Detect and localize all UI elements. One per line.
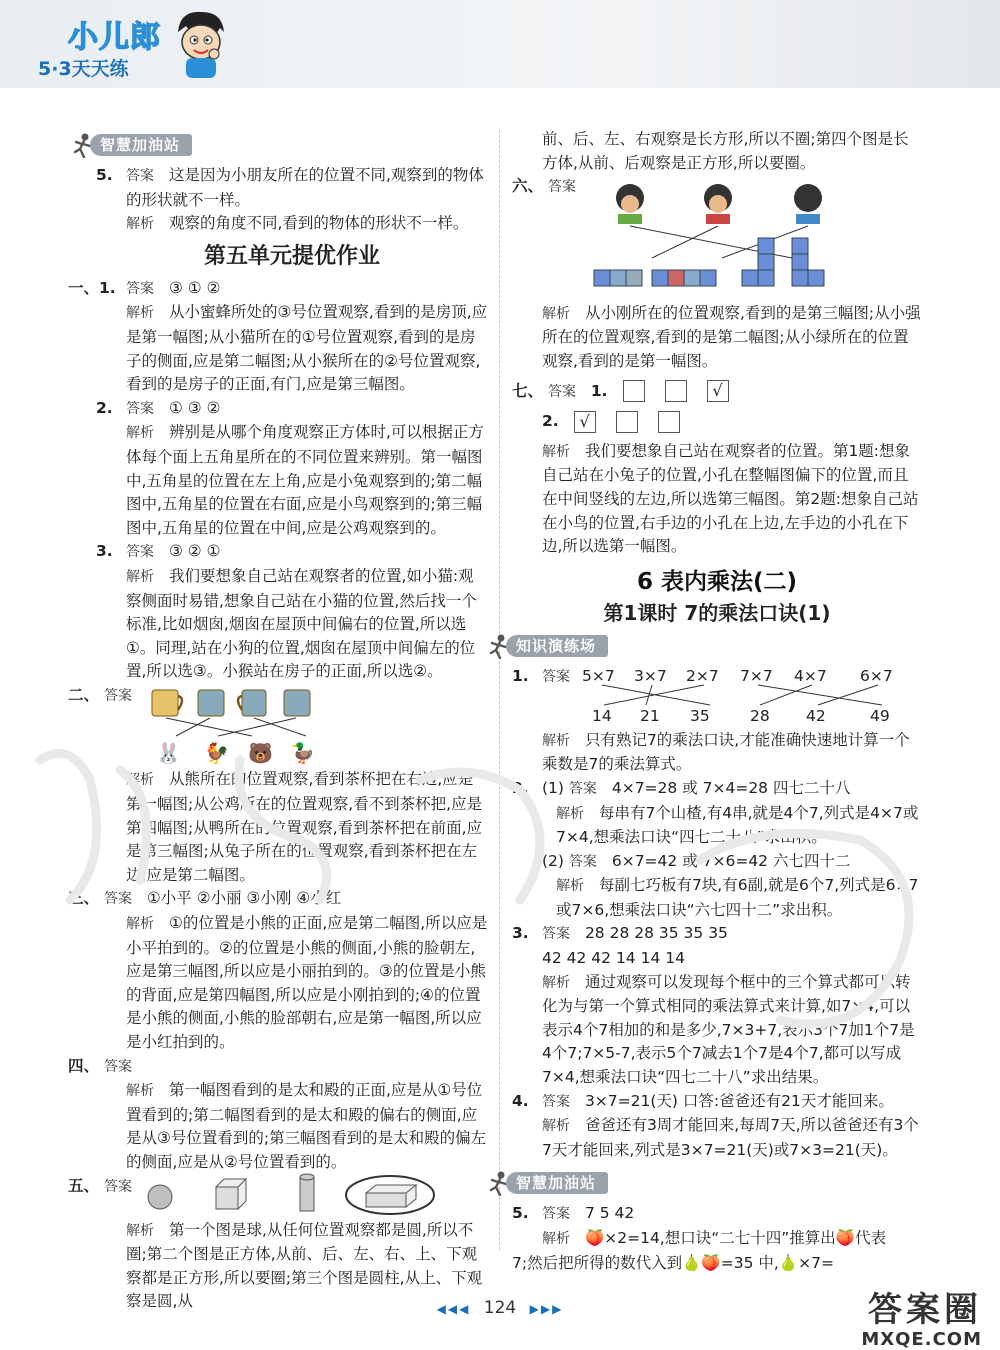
p7-number: 七、 <box>512 381 544 400</box>
explain-label: 解析 <box>126 772 154 789</box>
p1-2-number: 2. <box>96 398 113 417</box>
p7-row1-box: √ <box>707 380 729 402</box>
q1-matching-lines <box>582 683 912 707</box>
p1-2-explain-text: 辨别是从哪个角度观察正方体时,可以根据正方体每个面上五角星所在的不同位置来辨别。第一幅图中,五角星的位置在左上角,应是小兔观察到的;第二幅图中,五角星的位置在右面,应是小鸟观察到的;第三幅图中,五角星的位置在中间,应是公鸡观察到的。 <box>126 423 484 537</box>
p1-2 <box>96 397 488 422</box>
q4-explain <box>512 1114 922 1162</box>
p6-explain-text: 从小刚所在的位置观察,看到的是第三幅图;从小强所在的位置观察,看到的是第二幅图;从小绿所在的位置观察,看到的是第一幅图。 <box>542 303 921 370</box>
answer-label: 答案 <box>542 926 570 943</box>
p6 <box>512 175 922 200</box>
explain-label: 解析 <box>542 974 570 991</box>
solids-figure <box>140 1171 440 1215</box>
q5-explain-part3: 7;然后把所得的数代入到 <box>512 1253 683 1272</box>
q3-answer-line1: 28 28 28 35 35 35 <box>584 924 728 943</box>
p3 <box>68 887 488 912</box>
peach-icon: 🍑 <box>835 1229 856 1247</box>
q5-answer-text: 7 5 42 <box>584 1204 635 1223</box>
p7-explain <box>512 440 922 559</box>
p1-explain <box>96 301 488 396</box>
p1-1 <box>68 277 488 302</box>
q1-top: 7×7 <box>740 666 773 685</box>
p7-row1-number: 1. <box>590 381 608 400</box>
q5 <box>512 1202 922 1227</box>
answer-label: 答案 <box>126 168 154 184</box>
answer-label: 答案 <box>547 179 576 196</box>
p1-3-answer-text: ③ ② ① <box>168 542 221 561</box>
watermark-url: MXQE.COM <box>861 1329 982 1350</box>
q2b-answer-text: 6×7=42 或 7×6=42 六七四十二 <box>611 851 851 870</box>
explain-label: 解析 <box>542 1118 570 1135</box>
p4-number: 四、 <box>68 1056 100 1075</box>
q1-top: 5×7 <box>582 666 615 685</box>
p3-explain <box>96 912 488 1055</box>
p7-row2-box <box>616 411 638 433</box>
q2a-number: (1) <box>542 778 564 797</box>
p1-3-explain-text: 我们要想象自己站在观察者的位置,如小猫:观察侧面时易错,想象自己站在小猫的位置,然后找一个标准,比如烟囱,烟囱在屋顶中间偏右的位置,所以选①。同理,站在小狗的位置,烟囱在屋顶中间偏左的位置,所以选③。小猴站在房子的正面,所以选②。 <box>126 566 477 681</box>
lesson-title: 第1课时 7的乘法口诀(1) <box>603 600 831 625</box>
p6-number: 六、 <box>512 177 544 196</box>
explain-label: 解析 <box>126 305 154 322</box>
footer-arrows-right: ▶▶▶ <box>529 1302 564 1316</box>
svg-text:🦆: 🦆 <box>290 741 315 765</box>
brand-title: 小儿郎 <box>68 20 161 55</box>
q5-explain <box>512 1227 922 1252</box>
section-tag-label: 智慧加油站 <box>506 1172 608 1194</box>
q1-matching <box>582 665 912 729</box>
p4 <box>68 1055 488 1080</box>
answer-label: 答案 <box>542 1206 570 1223</box>
p2-explain-text: 从熊所在的位置观察,看到茶杯把在右边,应是第一幅图;从公鸡所在的位置观察,看不到茶杯把,应是第四幅图;从鸭所在的位置观察,看到茶杯把在前面,应是第三幅图;从兔子所在的位置观察,看到茶杯把在左边,应是第二幅图。 <box>126 770 483 884</box>
p7-explain-text: 我们要想象自己站在观察者的位置。第1题:想象自己站在小兔子的位置,小孔在整幅图偏下的位置,而且在中间竖线的左边,所以选第三幅图。第2题:想象自己站在小鸟的位置,右手边的小孔在上边,左手边的小孔在下边,所以选第一幅图。 <box>542 441 919 556</box>
p7-row1-box <box>623 380 645 402</box>
chapter-title: 6 表内乘法(二) <box>636 568 798 595</box>
q2a-explain <box>512 802 922 850</box>
p7-row2-box <box>658 411 680 433</box>
section-tag-wisdom-2 <box>488 1170 922 1196</box>
p7-row1-box <box>665 380 687 402</box>
q2 <box>512 777 922 802</box>
column-divider <box>499 130 500 1250</box>
p5-explain-text: 第一个图是球,从任何位置观察都是圆,所以不圈;第二个图是正方体,从前、后、左、右、上、下观察都是正方形,所以要圈;第三个图是圆柱,从上、下观察是圆,从 <box>126 1220 483 1311</box>
left-column <box>68 130 488 1314</box>
explain-label: 解析 <box>556 878 584 895</box>
q2b-explain-text: 每副七巧板有7块,有6副,就是6个7,列式是6×7或7×6,想乘法口诀“六七四十二”求出积。 <box>556 876 919 919</box>
q5-explain-part2: 代表 <box>855 1229 887 1247</box>
explain-label: 解析 <box>542 443 570 460</box>
q5-explain-text: 观察的角度不同,看到的物体的形状不一样。 <box>168 214 469 233</box>
p5 <box>68 1175 488 1219</box>
watermark-title: 答案圈 <box>868 1290 982 1330</box>
q1-bottom: 35 <box>690 706 710 725</box>
answer-label: 答案 <box>126 400 154 417</box>
q1-explain <box>512 729 922 777</box>
p3-explain-text: ①的位置是小熊的正面,应是第二幅图,所以应是小平拍到的。②的位置是小熊的侧面,小熊的脸朝左,应是第三幅图,所以应是小丽拍到的。③的位置是小熊的背面,应是第四幅图,所以应是小刚拍到的;④的位置是小熊的侧面,小熊的脸部朝右,应是第一幅图,所以应是小红拍到的。 <box>126 914 488 1051</box>
answer-label: 答案 <box>568 780 597 797</box>
explain-label: 解析 <box>126 916 154 933</box>
q1-top: 4×7 <box>794 666 827 685</box>
q1-bottom: 42 <box>806 706 826 725</box>
q2b-number: (2) <box>542 851 564 870</box>
q1-bottom: 28 <box>750 706 770 725</box>
q5-explain-line2 <box>512 1252 922 1276</box>
p4-explain <box>96 1079 488 1174</box>
q1-explain-text: 只有熟记7的乘法口诀,才能准确快速地计算一个乘数是7的乘法算式。 <box>542 730 910 774</box>
answer-label: 答案 <box>103 891 132 908</box>
q2-number: 2. <box>512 778 529 797</box>
q1-bottom: 49 <box>870 706 890 725</box>
q5-number: 5. <box>96 166 113 184</box>
q1-top: 3×7 <box>634 666 667 685</box>
q5-explain <box>96 212 488 237</box>
q1 <box>512 665 922 729</box>
p1-3 <box>96 540 488 565</box>
q5-explain-part4: =35 中, <box>720 1253 779 1272</box>
unit-title: 第五单元提优作业 <box>203 243 380 269</box>
p1-3-number: 3. <box>96 542 113 561</box>
answer-label: 答案 <box>542 1093 570 1110</box>
p5-number: 五、 <box>68 1176 100 1195</box>
q2b-explain <box>512 874 922 922</box>
p1-3-explain <box>96 565 488 684</box>
q4 <box>512 1090 922 1115</box>
p5-explain-continued: 前、后、左、右观察是长方形,所以不圈;第四个图是长方体,从前、后观察是正方形,所以要圈。 <box>542 130 909 172</box>
explain-label: 解析 <box>542 1231 570 1247</box>
q5-explain-part5: ×7= <box>798 1253 834 1272</box>
page-footer <box>0 1298 1000 1318</box>
answer-label: 答案 <box>103 687 132 704</box>
q3-number: 3. <box>512 924 529 943</box>
q3 <box>512 922 922 947</box>
p7-row2 <box>512 410 922 434</box>
p7-row2-box: √ <box>574 411 596 433</box>
q1-top: 2×7 <box>686 666 719 685</box>
explain-label: 解析 <box>542 732 570 749</box>
answer-label: 答案 <box>126 280 154 297</box>
mascot-boy-icon <box>170 8 230 80</box>
answer-label: 答案 <box>103 1058 132 1075</box>
p1-number: 一、1. <box>68 278 116 297</box>
pear-icon: 🍐 <box>778 1253 799 1272</box>
p7-row2-number: 2. <box>542 412 559 431</box>
p2 <box>68 684 488 709</box>
q1-number: 1. <box>512 666 529 685</box>
p3-number: 三、 <box>68 889 100 908</box>
p2-explain <box>96 768 488 887</box>
explain-label: 解析 <box>542 305 570 322</box>
right-column <box>512 128 922 1275</box>
answer-label: 答案 <box>568 853 597 870</box>
p3-answer-text: ①小平 ②小丽 ③小刚 ④小红 <box>146 889 342 908</box>
q1-bottom: 21 <box>640 706 660 725</box>
peach-icon: 🍑 <box>584 1229 605 1247</box>
site-watermark <box>861 1282 982 1350</box>
q4-answer-text: 3×7=21(天) 口答:爸爸还有21天才能回来。 <box>584 1091 894 1110</box>
explain-label: 解析 <box>556 805 584 822</box>
q3-explain-text: 通过观察可以发现每个框中的三个算式都可以转化为与第一个算式相同的乘法算式来计算,如7×4,可以表示4个7相加的和是多少,7×3+7,表示3个7加1个7是4个7;7×5-7,表示5个7减去1个7是4个7,都可以写成7×4,想乘法口诀“四七二十八”求出结果。 <box>542 972 915 1087</box>
brand-subtitle: 5·3天天练 <box>38 58 129 80</box>
explain-label: 解析 <box>126 216 154 233</box>
q2a-explain-text: 每串有7个山楂,有4串,就是4个7,列式是4×7或7×4,想乘法口诀“四七二十八”求出积。 <box>556 803 919 847</box>
footer-arrows-left: ◀◀◀ <box>436 1302 471 1316</box>
answer-label: 答案 <box>547 383 576 400</box>
section-tag-practice <box>488 633 922 659</box>
q1-bottom: 14 <box>592 706 612 725</box>
p6-explain <box>512 302 922 374</box>
q2a-answer-text: 4×7=28 或 7×4=28 四七二十八 <box>611 778 851 797</box>
svg-text:🐻: 🐻 <box>248 741 273 765</box>
p7 <box>512 380 922 405</box>
p2-number: 二、 <box>68 685 100 704</box>
explain-label: 解析 <box>126 568 154 585</box>
q4-explain-text: 爸爸还有3周才能回来,每周7天,所以爸爸还有3个7天才能回来,列式是3×7=21(天)或7×3=21(天)。 <box>542 1116 919 1159</box>
q5-explain-part1: ×2=14,想口诀“二七十四”推算出 <box>604 1229 836 1247</box>
brand-logo <box>38 8 238 80</box>
section-tag-label: 智慧加油站 <box>90 134 192 156</box>
section-tag-label: 知识演练场 <box>506 635 608 657</box>
page-number: 124 <box>483 1298 517 1318</box>
answer-label: 答案 <box>542 668 570 685</box>
p1-2-explain <box>96 421 488 540</box>
p4-explain-text: 第一幅图看到的是太和殿的正面,应是从①号位置看到的;第二幅图看到的是太和殿的偏右的侧面,应是从③号位置看到的;第三幅图看到的是太和殿的偏左的侧面,应是从②号位置看到的。 <box>126 1081 487 1171</box>
q2b <box>512 850 922 875</box>
q3-explain <box>512 971 922 1090</box>
q1-top: 6×7 <box>860 666 893 685</box>
answer-label: 答案 <box>126 544 154 561</box>
svg-text:🐓: 🐓 <box>204 741 229 765</box>
answer-label: 答案 <box>103 1178 132 1195</box>
p1-explain-text: 从小蜜蜂所处的③号位置观察,看到的是房顶,应是第一幅图;从小猫所在的①号位置观察,看到的是房子的侧面,应是第二幅图;从小猴所在的②号位置观察,看到的是房子的正面,有门,应是第三幅图。 <box>126 303 488 394</box>
q5-answer-text: 这是因为小朋友所在的位置不同,观察到的物体的形状就不一样。 <box>126 166 484 209</box>
q5-number: 5. <box>512 1204 529 1223</box>
p1-answer-text: ③ ① ② <box>168 278 221 297</box>
svg-text:🐰: 🐰 <box>156 741 181 765</box>
q5-answer <box>96 164 488 212</box>
peach-icon: 🍑 <box>701 1253 721 1272</box>
explain-label: 解析 <box>126 1222 154 1239</box>
q4-number: 4. <box>512 1091 529 1110</box>
p1-2-answer-text: ① ③ ② <box>168 398 221 417</box>
section-tag-wisdom <box>72 132 488 158</box>
explain-label: 解析 <box>126 425 154 442</box>
q3-answer-line2: 42 42 42 14 14 14 <box>542 949 685 968</box>
explain-label: 解析 <box>126 1083 154 1100</box>
pear-icon: 🍐 <box>682 1253 702 1272</box>
